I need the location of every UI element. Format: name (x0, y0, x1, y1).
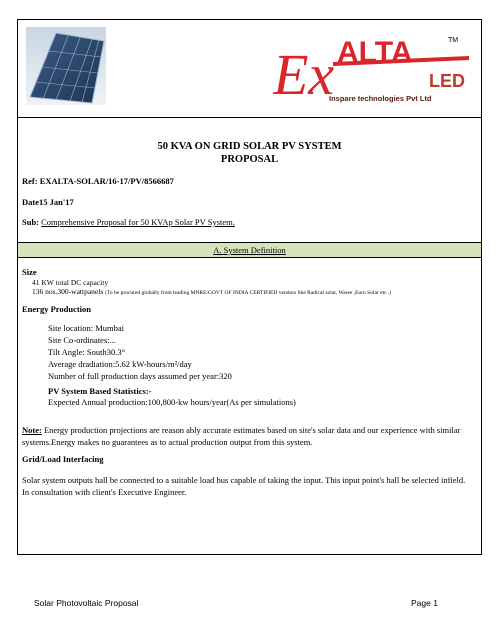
size-heading: Size (22, 267, 37, 277)
logo-ex: Ex (273, 42, 335, 107)
document-date: Date15 Jan'17 (22, 197, 74, 207)
energy-item: Average dradiation:5.62 kW-hours/m²/day (48, 359, 192, 369)
section-a-heading: A. System Definition (213, 245, 286, 255)
tagline: Inspare technologies Pvt Ltd (329, 94, 432, 103)
size-panels-main: 136 nos.300-wattpanels (32, 287, 104, 296)
document-subtitle: PROPOSAL (220, 154, 279, 165)
stats-heading: PV System Based Statistics:- (48, 386, 152, 396)
energy-item: Number of full production days assumed per year:320 (48, 371, 232, 381)
page-number: Page 1 (411, 598, 438, 608)
note-paragraph (22, 424, 472, 448)
energy-item: Site location: Mumbai (48, 323, 125, 333)
solar-panel-image (26, 27, 106, 105)
grid-paragraph (22, 474, 472, 498)
size-capacity: 41 KW total DC capacity (32, 278, 109, 287)
size-panels-note: (To be procured globally from leading MNRE/GOVT OF INDIA CERTIFIED vendors like Radical solar, Waree ,Euro Solar etc .) (105, 290, 392, 296)
note-label: Note: (22, 425, 42, 435)
document-title: 50 KVA ON GRID SOLAR PV SYSTEM (157, 141, 342, 152)
stats-line: Expected Annual production:100,800-kw hours/year(As per simulations) (48, 397, 296, 407)
logo-alta: ALTA (337, 36, 413, 69)
reference-number: Ref: EXALTA-SOLAR/16-17/PV/8566687 (22, 176, 174, 186)
proposal-frame (17, 19, 482, 555)
footer-title: Solar Photovoltaic Proposal (34, 598, 139, 608)
energy-heading: Energy Production (22, 304, 92, 314)
subject-label: Sub: (22, 217, 40, 227)
section-a-bar (18, 242, 481, 258)
note-text-1: Energy production projections are reason ably accurate estimates based on site's solar data and our experience with similar (41, 425, 461, 435)
energy-item: Tilt Angle: South30.3° (48, 347, 126, 357)
grid-line-2: In consultation with client's Executive Engineer. (22, 487, 187, 497)
header-row (18, 20, 481, 118)
size-panels (32, 287, 391, 296)
logo-tm: TM (448, 37, 459, 44)
subject-line (22, 217, 235, 227)
subject-text: Comprehensive Proposal for 50 KVAp Solar PV System. (41, 217, 235, 227)
energy-item: Site Co-ordinates:... (48, 335, 116, 345)
note-text-2: systems.Energy makes no guarantees as to actual production output from this system. (22, 437, 313, 447)
grid-heading: Grid/Load Interfacing (22, 454, 104, 464)
logo-led: LED (429, 71, 465, 91)
grid-line-1: Solar system outputs hall be connected to a suitable load bus capable of taking the input. This input point's hall be selected infield. (22, 475, 466, 485)
